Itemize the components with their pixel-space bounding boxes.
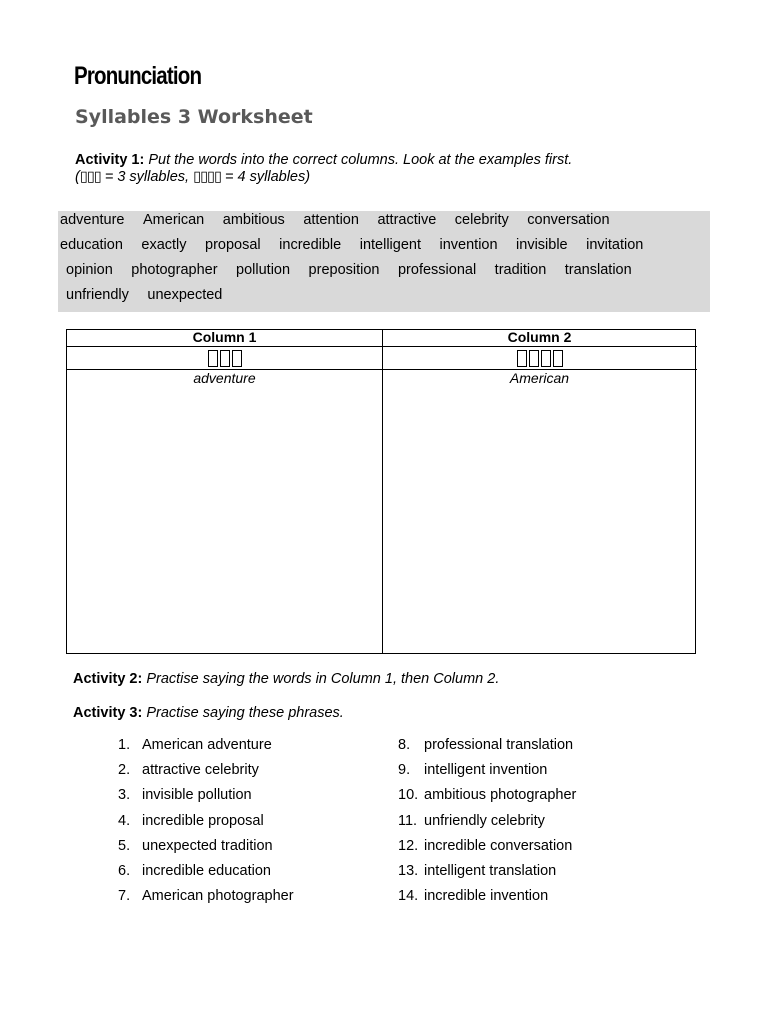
- phrase-number: 10.: [398, 787, 419, 804]
- word-bank-word: attractive: [377, 212, 437, 228]
- phrase-list-right: [398, 737, 576, 913]
- list-item: [398, 787, 576, 812]
- syllable-legend: [75, 169, 572, 186]
- list-item: [118, 787, 294, 812]
- word-bank: [58, 211, 710, 312]
- phrase-number: 9.: [398, 762, 411, 779]
- phrase-text: ambitious photographer: [424, 787, 577, 804]
- word-bank-row: [66, 286, 222, 311]
- column-1: [67, 330, 383, 653]
- activity-1-instruction: Put the words into the correct columns. Look at the examples first.: [148, 152, 573, 168]
- word-bank-word: invitation: [586, 237, 644, 253]
- list-item: [398, 888, 576, 913]
- page-title: Pronunciation: [74, 62, 202, 90]
- list-item: [398, 813, 576, 838]
- word-bank-word: opinion: [66, 262, 113, 278]
- three-syllable-boxes: ▯▯▯: [79, 169, 101, 185]
- word-bank-word: invisible: [516, 237, 568, 253]
- word-bank-word: adventure: [60, 212, 125, 228]
- word-bank-word: photographer: [131, 262, 218, 278]
- phrase-text: attractive celebrity: [142, 762, 259, 779]
- phrase-number: 12.: [398, 837, 419, 854]
- word-bank-row: [66, 261, 632, 286]
- column-1-example: adventure: [193, 370, 256, 386]
- word-bank-row: [60, 211, 610, 236]
- word-bank-word: celebrity: [454, 212, 509, 228]
- word-bank-word: intelligent: [359, 237, 421, 253]
- activity-3: [73, 705, 344, 721]
- phrase-text: invisible pollution: [142, 787, 252, 804]
- list-item: [118, 737, 294, 762]
- list-item: [118, 838, 294, 863]
- column-1-syllable-boxes: [67, 347, 382, 370]
- phrase-number: 13.: [398, 862, 419, 879]
- word-bank-word: attention: [303, 212, 359, 228]
- column-2-header: Column 2: [382, 330, 697, 347]
- four-syllable-boxes: ▯▯▯▯: [193, 169, 222, 185]
- phrase-text: incredible education: [142, 862, 271, 879]
- phrase-number: 4.: [118, 812, 131, 829]
- syllable-box: [517, 350, 527, 367]
- phrase-text: American photographer: [142, 888, 294, 905]
- word-bank-row: [60, 236, 643, 261]
- word-bank-word: preposition: [308, 262, 380, 278]
- syllable-box: [529, 350, 539, 367]
- word-bank-word: education: [60, 237, 123, 253]
- phrase-text: intelligent translation: [424, 862, 557, 879]
- list-item: [398, 863, 576, 888]
- legend-open: (: [75, 169, 80, 185]
- word-bank-word: exactly: [141, 237, 187, 253]
- activity-1-label: Activity 1:: [75, 152, 145, 168]
- phrase-text: professional translation: [424, 737, 574, 753]
- column-2-syllable-boxes: [382, 347, 697, 370]
- phrase-text: incredible proposal: [142, 812, 264, 829]
- word-bank-word: tradition: [494, 262, 547, 278]
- activity-1-line: [75, 152, 572, 169]
- phrase-number: 7.: [118, 888, 131, 905]
- word-bank-word: ambitious: [222, 212, 285, 228]
- list-item: [118, 762, 294, 787]
- syllable-box: [541, 350, 551, 367]
- list-item: [398, 838, 576, 863]
- phrase-text: unfriendly celebrity: [424, 812, 545, 829]
- word-bank-word: proposal: [205, 237, 261, 253]
- activity-2: [73, 671, 499, 687]
- list-item: [398, 737, 576, 762]
- activity-2-instruction: Practise saying the words in Column 1, then Column 2.: [146, 671, 500, 687]
- word-bank-word: unexpected: [147, 287, 223, 303]
- phrase-number: 2.: [118, 762, 131, 779]
- list-item: [118, 813, 294, 838]
- column-2: [382, 330, 697, 653]
- sorting-table: [66, 329, 696, 654]
- list-item: [118, 863, 294, 888]
- list-item: [118, 888, 294, 913]
- phrase-number: 11.: [398, 812, 418, 829]
- legend-four-text: = 4 syllables): [221, 169, 311, 185]
- word-bank-word: conversation: [527, 212, 610, 228]
- word-bank-word: unfriendly: [66, 287, 129, 303]
- list-item: [398, 762, 576, 787]
- syllable-box: [208, 350, 218, 367]
- activity-1: [75, 152, 572, 186]
- word-bank-word: professional: [397, 262, 477, 278]
- column-1-header: Column 1: [67, 330, 382, 347]
- phrase-number: 3.: [118, 787, 131, 804]
- word-bank-word: translation: [564, 262, 632, 278]
- word-bank-word: American: [143, 212, 205, 228]
- phrase-number: 14.: [398, 888, 419, 905]
- syllable-box: [553, 350, 563, 367]
- column-2-example: American: [509, 370, 570, 386]
- page-subtitle: Syllables 3 Worksheet: [75, 106, 313, 128]
- phrase-text: American adventure: [142, 737, 272, 753]
- phrase-text: incredible conversation: [424, 837, 573, 854]
- phrase-text: incredible invention: [424, 888, 549, 905]
- phrase-number: 5.: [118, 837, 131, 854]
- phrase-text: intelligent invention: [424, 762, 548, 779]
- word-bank-word: incredible: [279, 237, 342, 253]
- phrase-text: unexpected tradition: [142, 837, 273, 854]
- phrase-number: 8.: [398, 737, 411, 753]
- syllable-box: [220, 350, 230, 367]
- phrase-number: 1.: [118, 737, 131, 753]
- word-bank-word: invention: [439, 237, 498, 253]
- legend-three-text: = 3 syllables,: [100, 169, 194, 185]
- activity-2-label: Activity 2:: [73, 671, 143, 687]
- syllable-box: [232, 350, 242, 367]
- phrase-list-left: [118, 737, 294, 913]
- activity-3-instruction: Practise saying these phrases.: [146, 705, 344, 721]
- phrase-number: 6.: [118, 862, 131, 879]
- activity-3-label: Activity 3:: [73, 705, 143, 721]
- word-bank-word: pollution: [236, 262, 291, 278]
